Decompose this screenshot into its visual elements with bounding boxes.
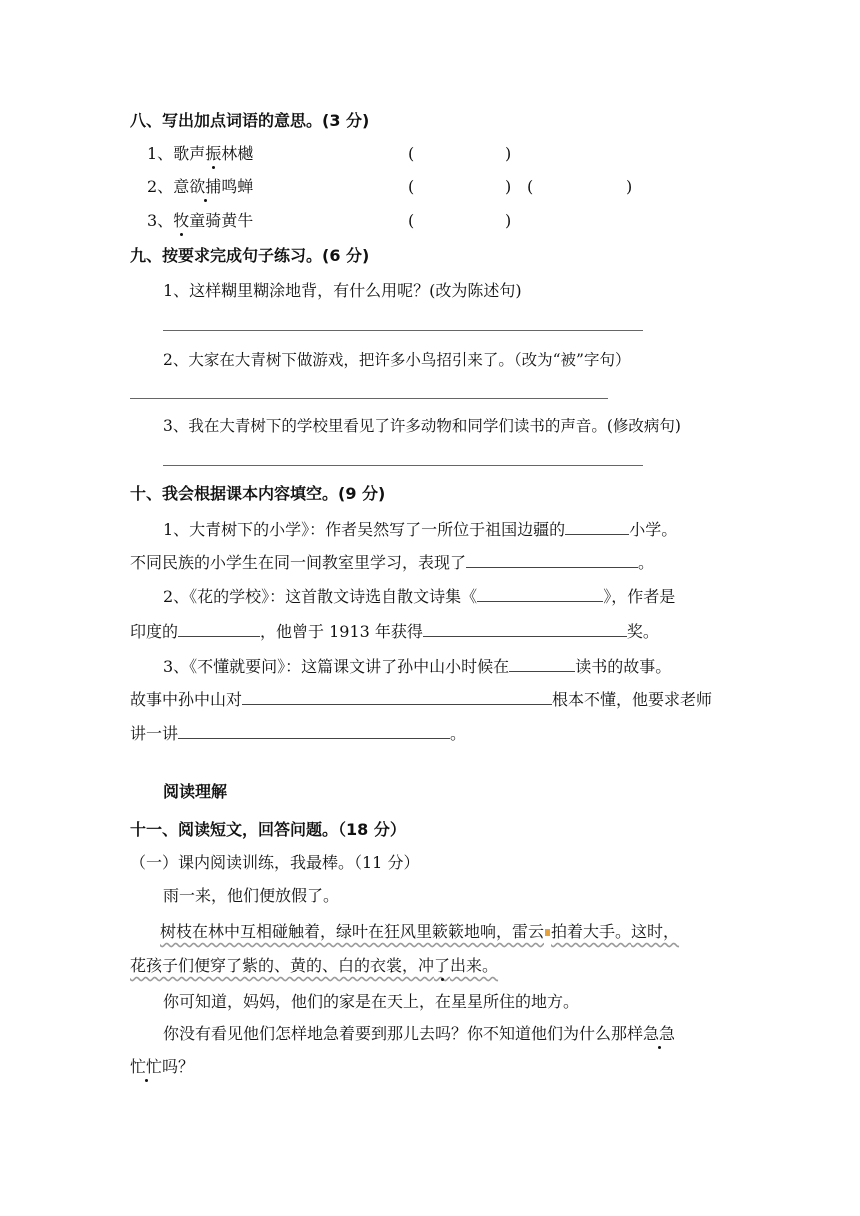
item-number: 1、: [147, 144, 174, 163]
answer-left-paren: (: [408, 177, 415, 196]
section-8-item-2: [147, 177, 253, 197]
fill-text: 3、《不懂就要问》：这篇课文讲了孙中山小时候在: [163, 657, 510, 676]
fill-blank: [565, 518, 629, 535]
answer-right-paren-2: ): [626, 177, 633, 196]
section-8-item-3: [147, 211, 253, 231]
passage-paragraph-2-line-1: [130, 922, 679, 942]
fill-text: 根本不懂，他要求老师: [552, 690, 713, 709]
wavy-underlined-text: 出来。: [450, 956, 499, 975]
wavy-underlined-text: 花孩子们便穿了紫的、黄的、白的衣裳，冲: [130, 956, 435, 975]
section-10-title: 十、我会根据课本内容填空。(9 分): [130, 484, 386, 503]
dotted-word: 了: [434, 956, 451, 975]
fill-text: 读书的故事。: [575, 657, 672, 676]
item-number: 2、: [147, 177, 174, 196]
passage-paragraph-1: 雨一来，他们便放假了。: [163, 886, 340, 905]
fill-blank: [423, 620, 627, 637]
passage-text: 你没有看见他们怎样地急着要到那儿去吗？你不知道他们为什么那样: [163, 1024, 644, 1043]
section-11-subtitle: （一）课内阅读训练，我最棒。（11 分）: [130, 853, 420, 872]
section-10-item-3-line-1: [163, 655, 671, 677]
wavy-underlined-text: 拍着大手。: [551, 922, 632, 941]
reading-heading: 阅读理解: [163, 782, 228, 801]
dotted-word: 欲捕: [189, 177, 222, 196]
fill-blank: [466, 551, 638, 568]
item-text-pre: 歌声: [173, 144, 206, 163]
section-8-item-1: [147, 144, 253, 164]
answer-left-paren-2: (: [527, 177, 534, 196]
fill-blank: [242, 688, 552, 705]
fill-text: 。: [450, 724, 467, 743]
section-10-item-1-line-1: [163, 518, 677, 540]
fill-text: 》，作者是: [603, 587, 676, 606]
section-10-item-3-line-3: [130, 722, 466, 744]
item-text-pre: 意: [173, 177, 190, 196]
passage-paragraph-4-line-1: [163, 1024, 675, 1044]
fill-text: 小学。: [629, 520, 678, 539]
item-number: 3、: [147, 211, 174, 230]
fill-blank: [509, 655, 575, 672]
wavy-underlined-text: 树枝在林中互相碰触着，绿叶在狂风里簌簌地响，雷云: [160, 922, 545, 941]
section-9-question-1: 1、这样糊里糊涂地背，有什么用呢？(改为陈述句): [163, 281, 522, 300]
dotted-word: 忙忙: [130, 1057, 163, 1076]
passage-paragraph-3: 你可知道，妈妈，他们的家是在天上，在星星所住的地方。: [163, 992, 580, 1011]
fill-blank: [178, 620, 260, 637]
fill-text: 不同民族的小学生在同一间教室里学习，表现了: [130, 553, 467, 572]
fill-text: 讲一讲: [130, 724, 179, 743]
passage-paragraph-2-line-2: [130, 956, 498, 976]
highlight-mark: [545, 929, 550, 936]
dotted-word: 急急: [643, 1024, 676, 1043]
section-11-title: 十一、阅读短文，回答问题。（18 分）: [130, 820, 406, 839]
section-10-item-2-line-2: [130, 620, 659, 642]
fill-text: 印度的: [130, 622, 179, 641]
answer-left-paren: (: [408, 211, 415, 230]
passage-paragraph-4-line-2: [130, 1057, 194, 1077]
answer-left-paren: (: [408, 144, 415, 163]
section-9-question-3: 3、我在大青树下的学校里看见了许多动物和同学们读书的声音。(修改病句): [163, 417, 681, 435]
answer-right-paren: ): [505, 144, 512, 163]
fill-text: 1、大青树下的小学》：作者吴然写了一所位于祖国边疆的: [163, 520, 566, 539]
answer-right-paren: ): [505, 177, 512, 196]
section-10-item-1-line-2: [130, 551, 654, 573]
fill-blank: [178, 722, 450, 739]
fill-text: 2、《花的学校》：这首散文诗选自散文诗集《: [163, 587, 478, 606]
answer-line: [163, 465, 643, 466]
fill-text: ，他曾于 1913 年获得: [260, 622, 423, 641]
section-9-question-2: 2、大家在大青树下做游戏，把许多小鸟招引来了。（改为“被”字句）: [163, 351, 631, 369]
section-9-title: 九、按要求完成句子练习。(6 分): [130, 246, 370, 265]
fill-text: 。: [638, 553, 655, 572]
answer-line: [163, 330, 643, 331]
fill-text: 故事中孙中山对: [130, 690, 243, 709]
wavy-underlined-text: 这时，: [631, 922, 680, 941]
item-text-post: 童骑黄牛: [189, 211, 254, 230]
answer-line: [130, 398, 608, 399]
section-10-item-2-line-1: [163, 585, 675, 607]
passage-text: 吗？: [162, 1057, 195, 1076]
item-text-post: 鸣蝉: [221, 177, 254, 196]
item-text-post: 林樾: [221, 144, 254, 163]
section-8-title: 八、写出加点词语的意思。(3 分): [130, 111, 370, 130]
fill-text: 奖。: [626, 622, 659, 641]
dotted-word: 牧: [173, 211, 190, 230]
section-10-item-3-line-2: [130, 688, 712, 710]
dotted-word: 振: [205, 144, 222, 163]
fill-blank: [477, 585, 603, 602]
answer-right-paren: ): [505, 211, 512, 230]
